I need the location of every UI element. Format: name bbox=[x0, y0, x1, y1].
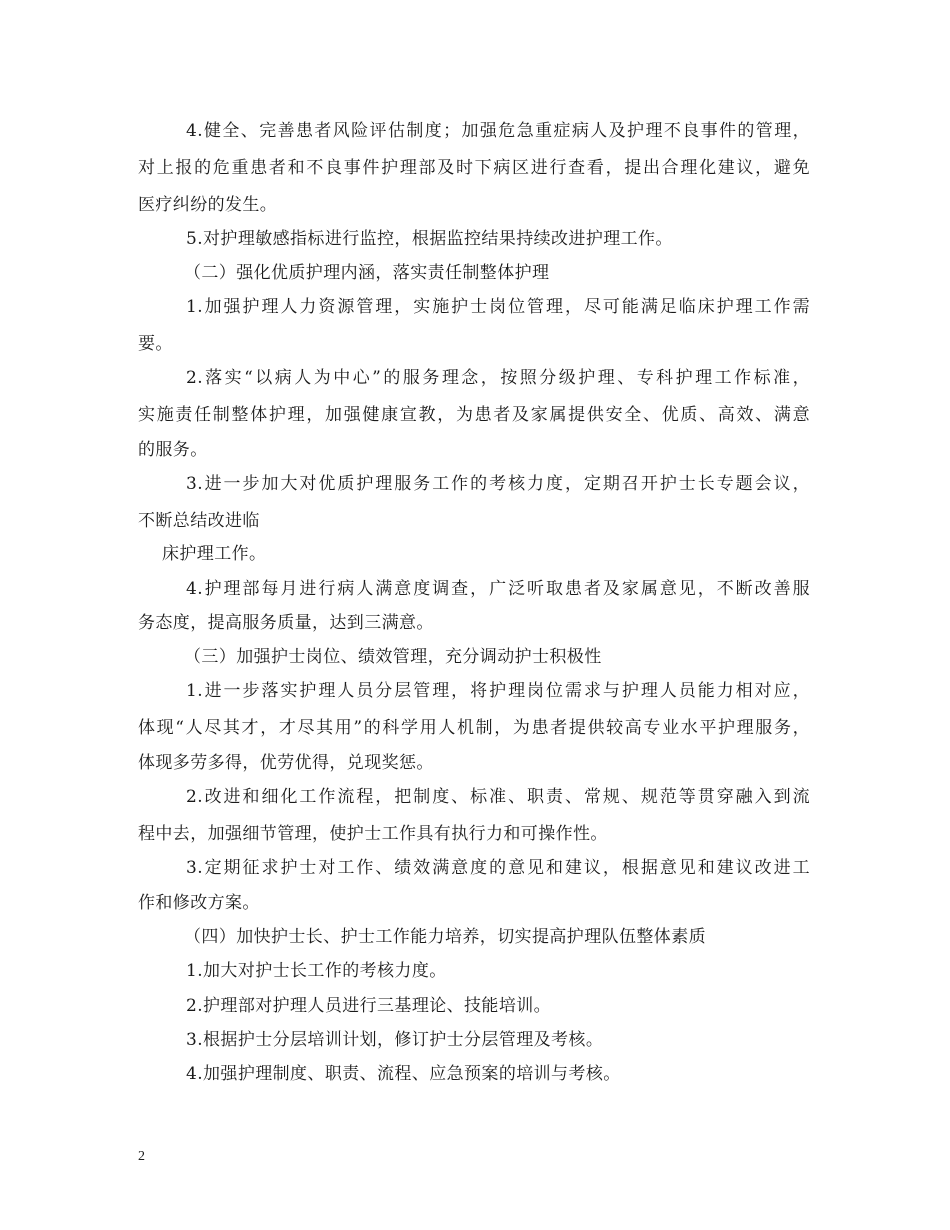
paragraph-line: 床护理工作。 bbox=[162, 544, 267, 564]
paragraph-line: 3.进一步加大对优质护理服务工作的考核力度，定期召开护士长专题会议， bbox=[186, 474, 810, 494]
paragraph-line: 1.加大对护士长工作的考核力度。 bbox=[186, 961, 447, 981]
paragraph-line: 2.护理部对护理人员进行三基理论、技能培训。 bbox=[186, 996, 552, 1016]
paragraph-line: 3.定期征求护士对工作、绩效满意度的意见和建议，根据意见和建议改进工 bbox=[186, 858, 810, 878]
paragraph-line: 2.改进和细化工作流程，把制度、标准、职责、常规、规范等贯穿融入到流 bbox=[186, 787, 810, 807]
paragraph-line: 务态度，提高服务质量，达到三满意。 bbox=[138, 613, 434, 633]
paragraph-line: 1.进一步落实护理人员分层管理，将护理岗位需求与护理人员能力相对应， bbox=[186, 681, 810, 701]
section-heading: （三）加强护士岗位、绩效管理，充分调动护士积极性 bbox=[184, 647, 602, 667]
paragraph-line: 2.落实“以病人为中心”的服务理念，按照分级护理、专科护理工作标准， bbox=[186, 368, 810, 388]
paragraph-line: 程中去，加强细节管理，使护士工作具有执行力和可操作性。 bbox=[138, 824, 608, 844]
paragraph-line: 3.根据护士分层培训计划，修订护士分层管理及考核。 bbox=[186, 1030, 604, 1050]
paragraph-line: 要。 bbox=[138, 334, 173, 354]
paragraph-line: 体现多劳多得，优劳优得，兑现奖惩。 bbox=[138, 753, 434, 773]
paragraph-line: 4.加强护理制度、职责、流程、应急预案的培训与考核。 bbox=[186, 1064, 621, 1084]
paragraph-line: 作和修改方案。 bbox=[138, 893, 260, 913]
paragraph-line: 医疗纠纷的发生。 bbox=[138, 195, 278, 215]
section-heading: （二）强化优质护理内涵，落实责任制整体护理 bbox=[184, 263, 550, 283]
paragraph-line: 体现“人尽其才，才尽其用”的科学用人机制，为患者提供较高专业水平护理服务， bbox=[138, 718, 810, 738]
paragraph-line: 实施责任制整体护理，加强健康宣教，为患者及家属提供安全、优质、高效、满意 bbox=[138, 405, 810, 425]
paragraph-line: 对上报的危重患者和不良事件护理部及时下病区进行查看，提出合理化建议，避免 bbox=[138, 158, 810, 178]
paragraph-line: 4.护理部每月进行病人满意度调查，广泛听取患者及家属意见，不断改善服 bbox=[186, 579, 810, 599]
section-heading: （四）加快护士长、护士工作能力培养，切实提高护理队伍整体素质 bbox=[184, 927, 706, 947]
paragraph-line: 5.对护理敏感指标进行监控，根据监控结果持续改进护理工作。 bbox=[186, 229, 673, 249]
page-number: 2 bbox=[138, 1149, 145, 1164]
paragraph-line: 1.加强护理人力资源管理，实施护士岗位管理，尽可能满足临床护理工作需 bbox=[186, 297, 810, 317]
paragraph-line: 4.健全、完善患者风险评估制度；加强危急重症病人及护理不良事件的管理， bbox=[186, 121, 810, 141]
paragraph-line: 不断总结改进临 bbox=[138, 511, 260, 531]
paragraph-line: 的服务。 bbox=[138, 440, 208, 460]
